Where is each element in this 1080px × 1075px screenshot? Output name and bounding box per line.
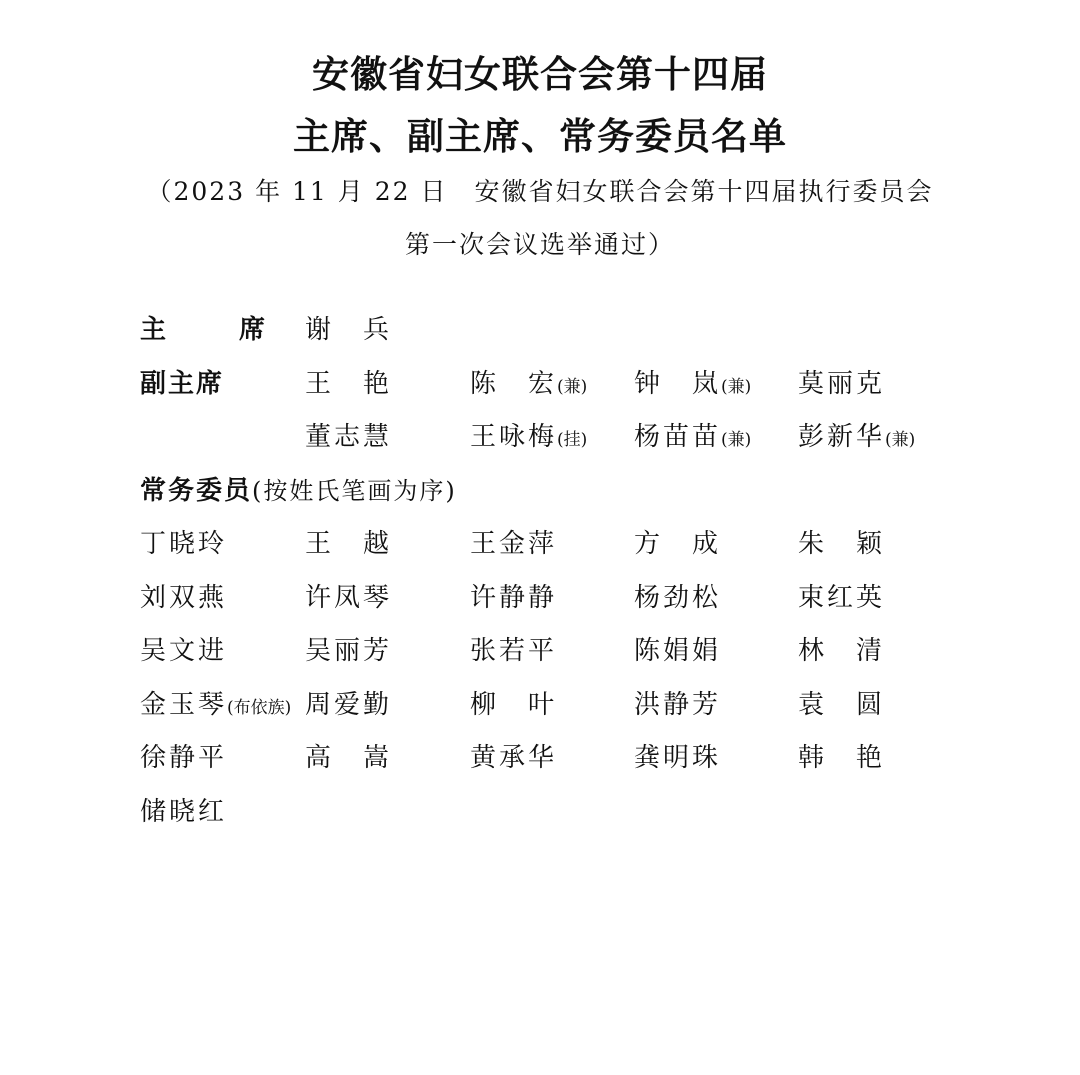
standing-committee-entry xyxy=(798,738,885,781)
person-name: 刘双燕 xyxy=(140,582,228,613)
standing-committee-entry xyxy=(140,524,227,567)
standing-committee-entry xyxy=(634,631,721,674)
standing-committee-entry xyxy=(140,631,227,674)
chair-name: 谢 兵 xyxy=(305,315,393,345)
standing-committee-entry xyxy=(470,631,557,674)
standing-committee-entry xyxy=(470,685,557,728)
standing-committee-row xyxy=(0,631,1080,685)
standing-committee-row xyxy=(0,578,1080,632)
standing-committee-entry xyxy=(305,685,392,728)
person-name: 王 越 xyxy=(305,529,393,559)
vice-chair-entry xyxy=(470,417,587,460)
person-name: 束红英 xyxy=(798,582,886,613)
person-name: 周爱勤 xyxy=(305,689,393,720)
chair-row xyxy=(0,310,1080,364)
person-name: 高 嵩 xyxy=(305,743,393,773)
standing-committee-entry xyxy=(798,578,885,621)
person-name: 吴丽芳 xyxy=(305,636,393,666)
person-name: 朱 颖 xyxy=(798,529,886,559)
person-name: 许凤琴 xyxy=(305,582,393,613)
standing-committee-entry xyxy=(140,738,227,781)
person-name: 洪静芳 xyxy=(634,689,722,720)
document-subtitle-line-2: 第一次会议选举通过） xyxy=(404,230,675,259)
vice-chair-row xyxy=(0,417,1080,471)
vice-chair-row xyxy=(0,364,1080,418)
standing-committee-entry xyxy=(305,578,392,621)
person-name: 龚明珠 xyxy=(634,743,722,773)
document-title-line-2: 主席、副主席、常务委员名单 xyxy=(293,114,787,158)
standing-committee-entry xyxy=(798,631,885,674)
person-name: 彭新华 xyxy=(798,422,886,452)
vice-chair-entry xyxy=(798,364,885,407)
person-name: 柳 叶 xyxy=(470,689,558,720)
standing-committee-heading xyxy=(140,471,457,511)
person-name: 丁晓玲 xyxy=(140,529,228,559)
standing-committee-order-note: (按姓氏笔画为序) xyxy=(252,476,457,505)
standing-committee-entry xyxy=(470,738,557,781)
standing-committee-entry xyxy=(634,738,721,781)
person-name: 王 艳 xyxy=(305,368,393,399)
person-name: 徐静平 xyxy=(140,743,228,773)
standing-committee-entry xyxy=(140,685,291,728)
person-name: 方 成 xyxy=(634,529,722,559)
person-name: 王咏梅 xyxy=(470,422,558,452)
vice-chair-label: 副主席 xyxy=(140,368,225,399)
standing-committee-entry xyxy=(798,685,885,728)
standing-committee-entry xyxy=(305,738,392,781)
name-list xyxy=(0,310,1080,845)
standing-committee-row xyxy=(0,792,1080,846)
standing-committee-entry xyxy=(470,578,557,621)
standing-committee-heading-row xyxy=(0,471,1080,525)
standing-committee-entry xyxy=(305,631,392,674)
chair-label: 主 席 xyxy=(140,315,298,345)
person-name: 董志慧 xyxy=(305,422,393,452)
standing-committee-row xyxy=(0,685,1080,739)
standing-committee-row xyxy=(0,738,1080,792)
person-name: 林 清 xyxy=(798,636,886,666)
standing-committee-entry xyxy=(140,792,227,835)
person-name: 黄承华 xyxy=(470,743,558,773)
person-note: (兼) xyxy=(557,376,588,397)
person-name: 钟 岚 xyxy=(634,368,722,399)
person-name: 袁 圆 xyxy=(798,689,886,720)
person-name: 杨苗苗 xyxy=(634,422,722,452)
vice-chair-entry xyxy=(634,417,751,460)
document-title-line-1: 安徽省妇女联合会第十四届 xyxy=(312,52,768,96)
standing-committee-label: 常务委员 xyxy=(140,475,253,506)
standing-committee-entry xyxy=(305,524,392,567)
standing-committee-list xyxy=(0,524,1080,845)
vice-chair-entry xyxy=(305,364,392,407)
person-note: (兼) xyxy=(885,430,916,450)
document-subtitle-line-1: （2023 年 11 月 22 日 安徽省妇女联合会第十四届执行委员会 xyxy=(146,177,934,206)
person-name: 陈 宏 xyxy=(470,368,558,399)
person-name: 张若平 xyxy=(470,636,558,666)
person-name: 莫丽克 xyxy=(798,368,886,399)
person-name: 陈娟娟 xyxy=(634,636,722,666)
person-name: 储晓红 xyxy=(140,796,228,827)
vice-chair-entry xyxy=(470,364,587,407)
person-name: 韩 艳 xyxy=(798,743,886,773)
standing-committee-row xyxy=(0,524,1080,578)
standing-committee-entry xyxy=(798,524,885,567)
person-name: 杨劲松 xyxy=(634,582,722,613)
standing-committee-entry xyxy=(140,578,227,621)
person-note: (兼) xyxy=(721,430,752,450)
person-note: (挂) xyxy=(557,430,588,450)
vice-chair-entry xyxy=(305,417,392,460)
standing-committee-entry xyxy=(634,578,721,621)
person-name: 吴文进 xyxy=(140,636,228,666)
vice-chair-entry xyxy=(798,417,915,460)
person-name: 王金萍 xyxy=(470,529,558,559)
person-note: (兼) xyxy=(721,376,752,397)
person-name: 金玉琴 xyxy=(140,689,228,720)
standing-committee-entry xyxy=(634,685,721,728)
standing-committee-entry xyxy=(634,524,721,567)
person-name: 许静静 xyxy=(470,582,558,613)
person-note: (布依族) xyxy=(227,697,292,718)
standing-committee-entry xyxy=(470,524,557,567)
vice-chair-entry xyxy=(634,364,751,407)
